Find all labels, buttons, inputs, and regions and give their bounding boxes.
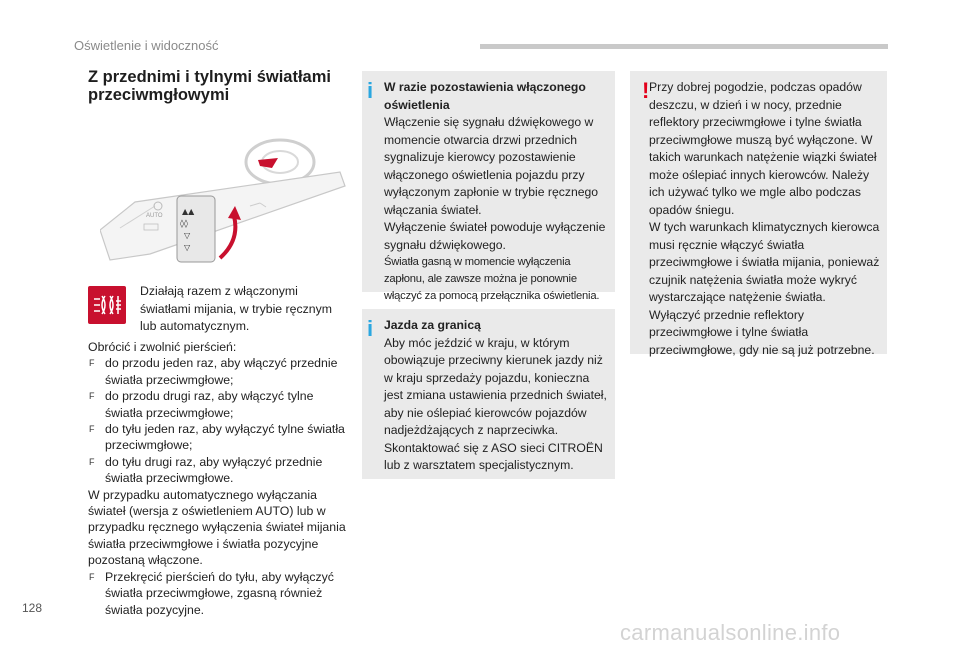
header-rule xyxy=(480,44,888,49)
stalk-auto-label: AUTO xyxy=(146,213,163,219)
info-box-heading: Jazda za granicą xyxy=(384,318,481,332)
warning-icon: ! xyxy=(642,78,650,103)
instructions xyxy=(88,339,350,618)
instructions-intro: Obrócić i zwolnić pierścień: xyxy=(88,340,237,354)
svg-text:▽: ▽ xyxy=(184,243,191,252)
stalk-highlight-graphic xyxy=(258,158,278,168)
svg-text:▽: ▽ xyxy=(184,231,191,240)
svg-text:▲▲: ▲▲ xyxy=(182,207,195,216)
bullet-glyph: F xyxy=(89,358,95,369)
info-box-text: Aby móc jeździć w kraju, w którym obowiązuje przeciwny kierunek jazdy niż w kraju sprzedaży pojazdu, konieczna jest zmiana ustawienia przednich świateł, aby nie oślepiać kierowców pojazdów nadjeżdżających z naprzeciwka. Skontaktować się z ASO sieci CITROËN lub z warsztatem specjalistycznym. xyxy=(384,335,607,472)
info-icon: i xyxy=(367,78,374,103)
instruction-bullet: F Przekręcić pierścień do tyłu, aby wyłączyć światła przeciwmgłowe, zgasną również światła pozycyjne. xyxy=(89,569,334,617)
icon-description: Działają razem z włączonymi światłami mijania, w trybie ręcznym lub automatycznym. xyxy=(140,284,333,333)
instruction-bullet: F do przodu drugi raz, aby włączyć tylne światła przeciwmgłowe; xyxy=(89,389,314,420)
bullet-glyph: F xyxy=(89,456,95,467)
bullet-glyph: F xyxy=(89,424,95,435)
info-box-lights-left-on xyxy=(362,71,615,302)
info-box-text: Włączenie się sygnału dźwiękowego w momencie otwarcia drzwi przednich sygnalizuje kierowcy pozostawienie włączonego oświetlenia pojazdu przy wyłączonym zapłonie w trybie ręcznego włączania świateł. xyxy=(384,115,599,217)
bullet-glyph: F xyxy=(89,391,95,402)
lighting-stalk-illustration xyxy=(100,120,350,270)
stalk-body-graphic xyxy=(100,172,345,260)
fog-lights-icon xyxy=(88,286,126,324)
info-box-driving-abroad xyxy=(362,309,615,479)
instruction-bullet: F do tyłu drugi raz, aby wyłączyć przednie światła przeciwmgłowe. xyxy=(89,454,323,486)
warning-text: Przy dobrej pogodzie, podczas opadów deszczu, w dzień i w nocy, przednie reflektory przeciwmgłowe i tylne światła przeciwmgłowe muszą być wyłączone. W takich warunkach natężenie wiązki świateł może oślepiać innych kierowców. Należy ich używać tylko we mgle albo podczas opadów śniegu. xyxy=(649,80,877,217)
warning-box-fog-lights xyxy=(630,71,887,357)
info-box-note: Światła gasną w momencie wyłączenia zapłonu, ale zawsze można je ponownie włączyć za pomocą przełącznika oświetlenia. xyxy=(384,256,600,302)
warning-text: Wyłączyć przednie reflektory przeciwmgłowe i tylne światła przeciwmgłowe, gdy nie są już potrzebne. xyxy=(649,307,875,357)
auto-off-paragraph: W przypadku automatycznego wyłączania świateł (wersja z oświetleniem AUTO) lub w przypadku ręcznego wyłączenia świateł mijania światła przeciwmgłowe i światła pozycyjne pozostaną włączone. xyxy=(88,487,346,568)
running-header: Oświetlenie i widoczność xyxy=(74,38,219,53)
info-box-heading: W razie pozostawienia włączonego oświetlenia xyxy=(384,80,586,112)
instruction-bullet: F do tyłu jeden raz, aby wyłączyć tylne światła przeciwmgłowe; xyxy=(89,422,345,453)
warning-text: W tych warunkach klimatycznych kierowca musi ręcznie włączyć światła przeciwmgłowe i światła mijania, ponieważ czujnik natężenia światła może wykryć wystarczające natężenie światła. xyxy=(649,220,880,304)
instruction-bullet: F do przodu jeden raz, aby włączyć przednie światła przeciwmgłowe; xyxy=(89,356,338,387)
bullet-glyph: F xyxy=(89,571,95,582)
page-number: 128 xyxy=(22,601,43,615)
fog-ring-graphic xyxy=(177,196,215,262)
info-icon: i xyxy=(367,316,374,341)
watermark: carmanualsonline.info xyxy=(620,620,841,645)
svg-text:◊◊: ◊◊ xyxy=(180,219,188,228)
info-box-text: Wyłączenie świateł powoduje wyłączenie sygnału dźwiękowego. xyxy=(384,220,606,252)
section-title: Z przednimi i tylnymi światłami przeciwmgłowymi xyxy=(88,68,331,104)
